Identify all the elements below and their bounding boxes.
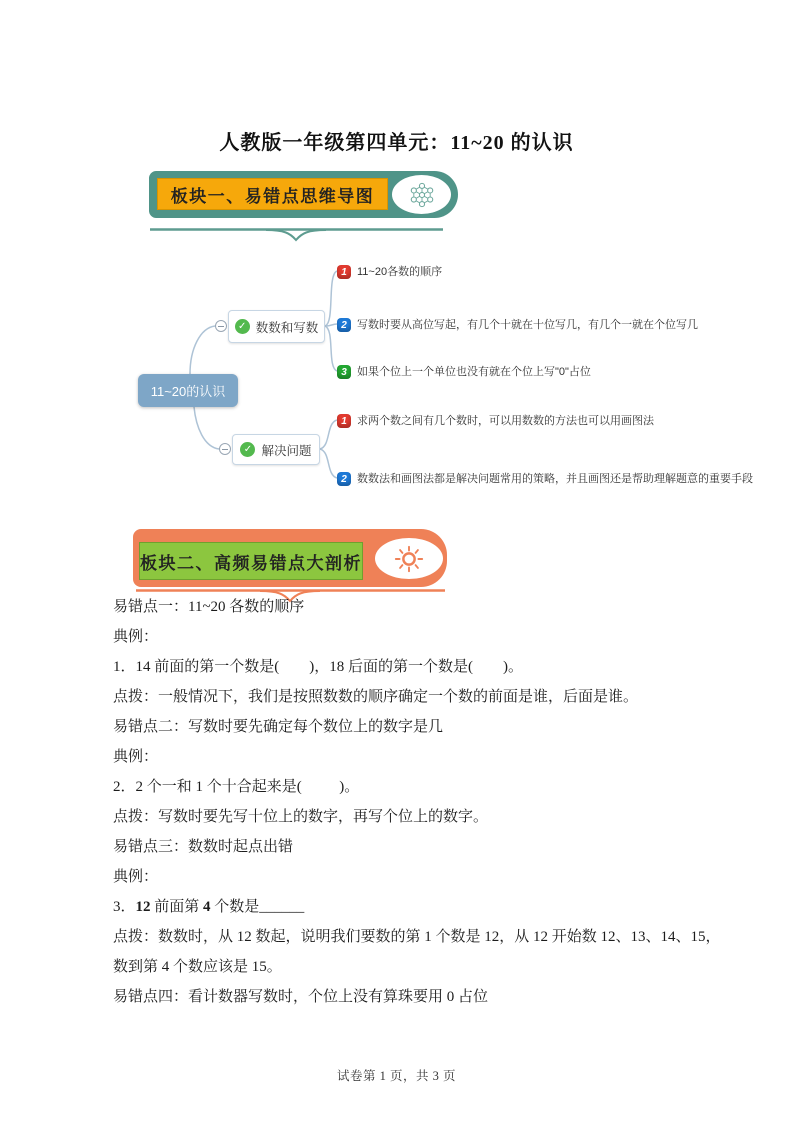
item-text: 数数法和画图法都是解决问题常用的策略，并且画图还是帮助理解题意的重要手段 [357,473,753,485]
collapse-toggle-branch1[interactable] [215,320,227,332]
text-line: 1．14 前面的第一个数是( )，18 后面的第一个数是( )。 [113,659,523,675]
section1-brace [150,228,443,246]
mindmap-item [337,264,442,280]
text-line: 典例： [113,749,159,765]
collapse-toggle-branch2[interactable] [219,443,231,455]
mindmap-branch-node-1[interactable] [228,310,325,343]
item-text: 求两个数之间有几个数时，可以用数数的方法也可以用画图法 [357,415,654,427]
mindmap-item [337,317,698,333]
text-line: 数到第 4 个数应该是 15。 [113,959,282,975]
item-number-badge: 2 [337,472,351,486]
section1-banner-label: 板块一、易错点思维导图 [157,178,388,210]
branch-label: 解决问题 [261,443,312,458]
check-icon: ✓ [235,319,250,334]
section1-banner [149,171,458,218]
text-line: 易错点一：11~20 各数的顺序 [113,599,305,615]
q3-number: 4 [203,899,211,915]
item-number-badge: 2 [337,318,351,332]
mindmap-item [337,471,753,487]
item-text: 写数时要从高位写起，有几个十就在十位写几，有几个一就在个位写几 [357,319,698,331]
q3-blank: 个数是______ [210,899,305,915]
page-footer: 试卷第 1 页，共 3 页 [336,1069,456,1083]
item-text: 如果个位上一个单位也没有就在个位上写"0"占位 [357,366,591,378]
text-line: 点拨：数数时，从 12 数起，说明我们要数的第 1 个数是 12，从 12 开始数 12、13、14、15， [113,929,721,945]
sun-icon [375,538,443,579]
check-icon: ✓ [240,442,255,457]
text-line: 典例： [113,629,159,645]
item-text: 11~20各数的顺序 [357,266,443,278]
text-line: 易错点三：数数时起点出错 [113,839,294,855]
mindmap [130,255,753,505]
item-number-badge: 3 [337,365,351,379]
mindmap-branch-node-2[interactable] [232,434,320,465]
text-line: 易错点二：写数时要先确定每个数位上的数字是几 [113,719,444,735]
section2-banner-label: 板块二、高频易错点大剖析 [139,542,363,580]
text-line: 点拨：一般情况下，我们是按照数数的顺序确定一个数的前面是谁，后面是谁。 [113,689,639,705]
section2-banner [133,529,447,587]
mindmap-item [337,364,591,380]
item-number-badge: 1 [337,265,351,279]
text-line: 典例： [113,869,159,885]
q3-prefix: 3． [113,899,136,915]
text-line-question3 [113,892,753,922]
branch-label: 数数和写数 [255,320,319,335]
q3-number: 12 [135,899,151,915]
text-line: 2．2 个一和 1 个十合起来是( )。 [113,779,360,795]
text-line: 易错点四：看计数器写数时，个位上没有算珠要用 0 占位 [113,989,489,1005]
q3-mid: 前面第 [150,899,204,915]
text-line: 点拨：写数时要先写十位上的数字，再写个位上的数字。 [113,809,489,825]
page-title: 人教版一年级第四单元：11~20 的认识 [219,132,574,154]
body-text [113,592,753,1012]
mindmap-item [337,413,654,429]
mindmap-root-node[interactable]: 11~20的认识 [138,374,238,407]
item-number-badge: 1 [337,414,351,428]
network-icon [392,175,451,214]
